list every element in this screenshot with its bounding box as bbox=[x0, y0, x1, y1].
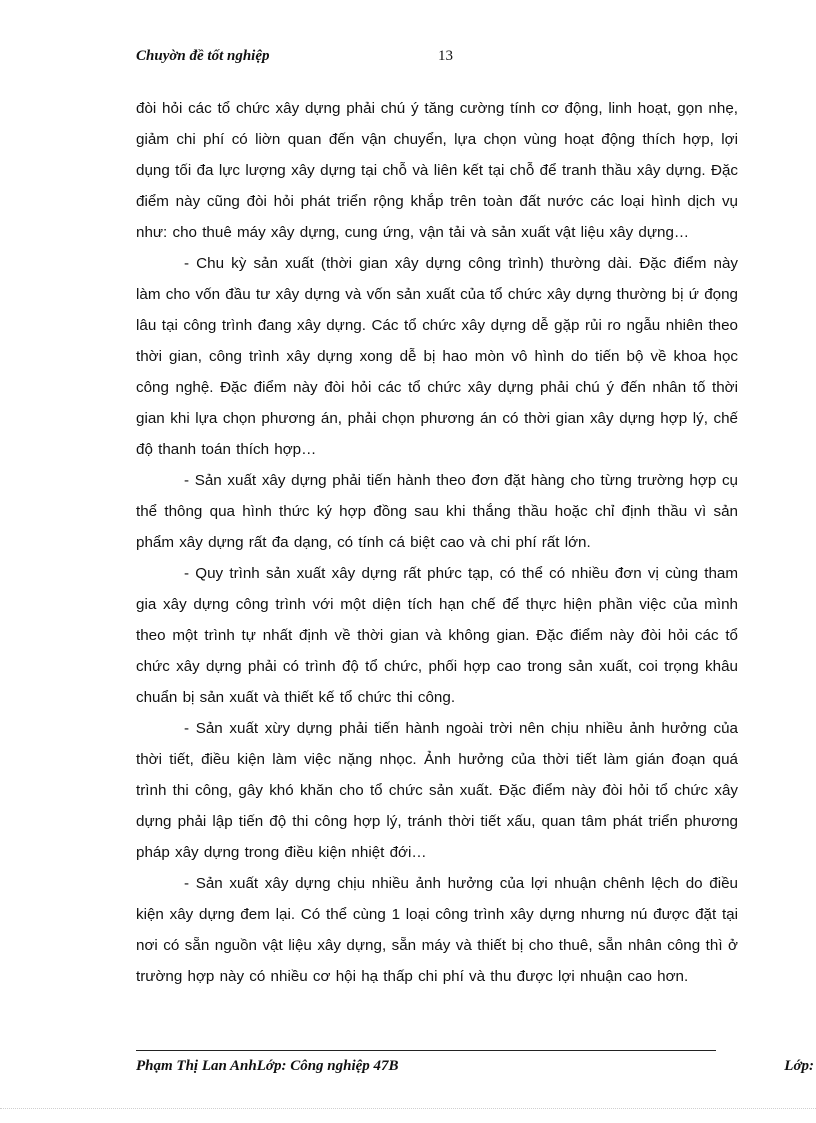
footer-class-label: Lớp: bbox=[784, 1058, 814, 1074]
paragraph-2: - Chu kỳ sản xuất (thời gian xây dựng công trình) thường dài. Đặc điểm này làm cho vốn đầu tư xây dựng và vốn sản xuất của tổ chức xây dựng thường bị ứ đọng lâu tại công trình đang xây dựng. Các tổ chức xây dựng dễ gặp rủi ro ngẫu nhiên theo thời gian, công trình xây dựng xong dễ bị hao mòn vô hình do tiến bộ về khoa học công nghệ. Đặc điểm này đòi hỏi các tổ chức xây dựng phải chú ý đến nhân tố thời gian khi lựa chọn phương án, phải chọn phương án có thời gian xây dựng hợp lý, chế độ thanh toán thích hợp… bbox=[136, 255, 738, 458]
document-body bbox=[136, 93, 738, 992]
page-edge-divider bbox=[0, 1108, 816, 1109]
footer-divider bbox=[136, 1050, 716, 1051]
page-footer bbox=[136, 1058, 816, 1082]
paragraph-4: - Quy trình sản xuất xây dựng rất phức tạp, có thể có nhiều đơn vị cùng tham gia xây dựng công trình với một diện tích hạn chế để thực hiện phần việc của mình theo một trình tự nhất định về thời gian và không gian. Đặc điểm này đòi hỏi các tổ chức xây dựng phải có trình độ tổ chức, phối hợp cao trong sản xuất, coi trọng khâu chuẩn bị sản xuất và thiết kế tổ chức thi công. bbox=[136, 565, 738, 706]
header-title: Chuyờn đề tốt nghiệp bbox=[136, 48, 270, 64]
page-number: 13 bbox=[438, 48, 453, 64]
page-header bbox=[136, 48, 736, 72]
paragraph-1: đòi hỏi các tổ chức xây dựng phải chú ý tăng cường tính cơ động, linh hoạt, gọn nhẹ, giảm chi phí có liờn quan đến vận chuyển, lựa chọn vùng hoạt động thích hợp, lợi dụng tối đa lực lượng xây dựng tại chỗ và liên kết tại chỗ để tranh thầu xây dựng. Đặc điểm này cũng đòi hỏi phát triển rộng khắp trên toàn đất nước các loại hình dịch vụ như: cho thuê máy xây dựng, cung ứng, vận tải và sản xuất vật liệu xây dựng… bbox=[136, 100, 738, 241]
paragraph-5: - Sản xuất xừy dựng phải tiến hành ngoài trời nên chịu nhiều ảnh hưởng của thời tiết, điều kiện làm việc nặng nhọc. Ảnh hưởng của thời tiết làm gián đoạn quá trình thi công, gây khó khăn cho tổ chức sản xuất. Đặc điểm này đòi hỏi tổ chức xây dựng phải lập tiến độ thi công hợp lý, tránh thời tiết xấu, quan tâm phát triển phương pháp xây dựng trong điều kiện nhiệt đới… bbox=[136, 720, 738, 861]
footer-author-class: Phạm Thị Lan AnhLớp: Công nghiệp 47B bbox=[136, 1058, 399, 1074]
paragraph-6: - Sản xuất xây dựng chịu nhiều ảnh hưởng của lợi nhuận chênh lệch do điều kiện xây dựng đem lại. Có thể cùng 1 loại công trình xây dựng nhưng nú được đặt tại nơi có sẵn nguồn vật liệu xây dựng, sẵn máy và thiết bị cho thuê, sẵn nhân công thì ở trường hợp này có nhiều cơ hội hạ thấp chi phí và thu được lợi nhuận cao hơn. bbox=[136, 875, 738, 985]
paragraph-3: - Sản xuất xây dựng phải tiến hành theo đơn đặt hàng cho từng trường hợp cụ thể thông qua hình thức ký hợp đồng sau khi thắng thầu hoặc chỉ định thầu vì sản phẩm xây dựng rất đa dạng, có tính cá biệt cao và chi phí rất lớn. bbox=[136, 472, 738, 551]
